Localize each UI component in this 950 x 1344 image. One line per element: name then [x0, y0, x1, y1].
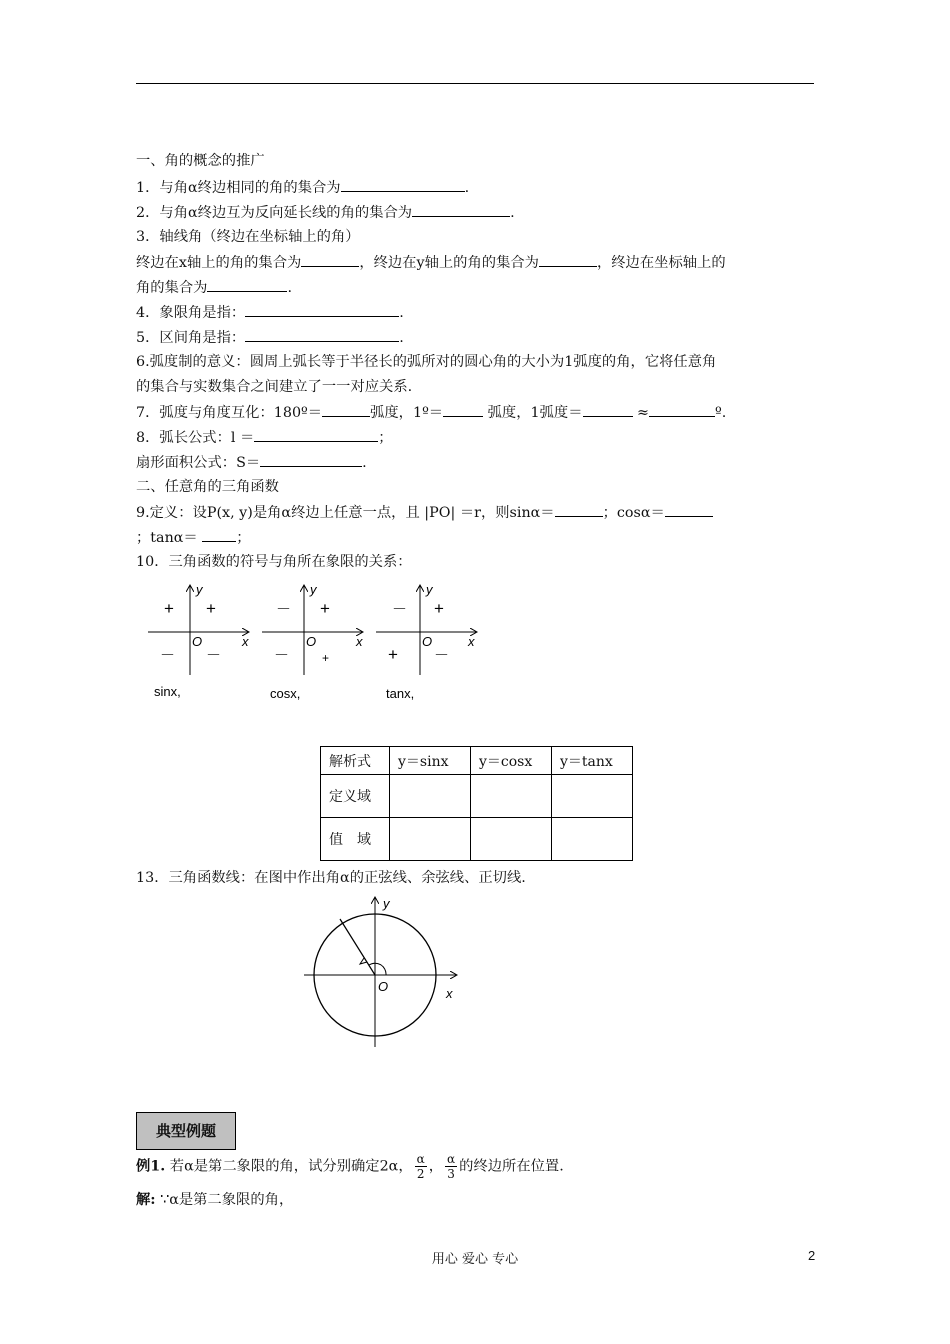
text: 扇形面积公式：S＝ — [136, 455, 261, 471]
item-10: 10．三角函数的符号与角所在象限的关系： — [136, 554, 412, 570]
diagram-cos — [262, 582, 363, 701]
unit-circle-diagram — [300, 892, 470, 1052]
item-1 — [136, 177, 469, 198]
item-6-line2: 的集合与实数集合之间建立了一一对应关系. — [136, 379, 413, 395]
item-8-line2 — [136, 452, 367, 473]
sign-q3: － — [274, 647, 290, 664]
blank — [539, 252, 597, 267]
table-row — [321, 775, 633, 818]
y-label: y — [196, 582, 203, 597]
table-header-row — [321, 747, 633, 775]
sign-q4: + — [322, 651, 330, 665]
item-3: 3．轴线角（终边在坐标轴上的角） — [136, 229, 360, 245]
text: 角的集合为 — [136, 280, 208, 296]
text: 终边在x轴上的角的集合为 — [136, 255, 302, 271]
origin-label: O — [378, 979, 389, 994]
text: 弧度，1º＝ — [370, 405, 444, 421]
text: º. — [715, 405, 727, 421]
sign-q2: － — [392, 601, 408, 618]
origin-label: O — [192, 634, 203, 649]
numerator: α — [416, 1152, 425, 1166]
text: 若α是第二象限的角，试分别确定2α， — [165, 1158, 413, 1175]
terminal-side — [340, 919, 375, 975]
text: ；tanα＝ — [136, 530, 203, 546]
blank — [254, 427, 378, 442]
page-number: 2 — [808, 1248, 816, 1263]
denominator: 2 — [416, 1167, 425, 1181]
table-cell: y＝tanx — [552, 747, 633, 775]
x-label: x — [468, 634, 475, 649]
item-2 — [136, 202, 515, 223]
table-cell — [471, 818, 552, 861]
text: . — [362, 455, 367, 471]
x-label: x — [242, 634, 249, 649]
table-cell: 值 域 — [321, 818, 390, 861]
header-rule — [136, 83, 814, 84]
diagram-label: sinx, — [154, 684, 181, 699]
sign-q1: + — [434, 599, 444, 618]
blank — [649, 402, 715, 417]
table-row — [321, 818, 633, 861]
item-1-text: 1．与角α终边相同的角的集合为 — [136, 180, 341, 196]
text: 5．区间角是指： — [136, 330, 246, 346]
diagram-tan — [376, 582, 476, 701]
example-1 — [136, 1152, 564, 1181]
table-cell — [390, 818, 471, 861]
solution-label: 解: — [136, 1192, 156, 1208]
section1-heading: 一、角的概念的推广 — [136, 153, 265, 169]
sign-q1: + — [206, 599, 216, 618]
y-label: y — [426, 582, 433, 597]
sign-q3: － — [160, 647, 176, 664]
text: ； — [378, 430, 393, 446]
table-cell: y＝sinx — [390, 747, 471, 775]
typical-examples-box: 典型例题 — [136, 1112, 236, 1150]
item-7 — [136, 402, 726, 423]
text: ，终边在y轴上的角的集合为 — [359, 255, 539, 271]
blank — [341, 177, 465, 192]
table-cell: 解析式 — [321, 747, 390, 775]
diagram-sin — [148, 582, 249, 699]
blank — [245, 327, 399, 342]
blank — [443, 402, 483, 417]
x-label: x — [446, 986, 453, 1001]
table-cell — [390, 775, 471, 818]
blank — [665, 502, 713, 517]
table-cell: y＝cosx — [471, 747, 552, 775]
item-8 — [136, 427, 393, 448]
text: ∵α是第二象限的角， — [155, 1192, 294, 1208]
item-4 — [136, 302, 404, 323]
blank — [322, 402, 370, 417]
text: ，终边在坐标轴上的 — [596, 255, 726, 271]
sign-q4: － — [434, 647, 450, 664]
numerator: α — [447, 1152, 456, 1166]
sign-q2: － — [276, 601, 292, 618]
blank — [412, 202, 510, 217]
function-table — [320, 746, 633, 861]
x-label: x — [356, 634, 363, 649]
blank — [555, 502, 603, 517]
fraction-alpha-2 — [415, 1152, 427, 1181]
text: ≈ — [632, 405, 650, 421]
blank — [301, 252, 359, 267]
text: 7．弧度与角度互化：180º＝ — [136, 405, 323, 421]
blank — [207, 277, 287, 292]
sign-q3: + — [388, 645, 398, 664]
text: 9.定义：设P(x, y)是角α终边上任意一点，且 |PO| ＝r，则sinα＝ — [136, 505, 555, 521]
solution — [136, 1190, 293, 1210]
item-2-text: 2．与角α终边互为反向延长线的角的集合为 — [136, 205, 413, 221]
item-6: 6.弧度制的意义：圆周上弧长等于半径长的弧所对的圆心角的大小为1弧度的角，它将任意角 — [136, 354, 717, 370]
origin-label: O — [306, 634, 317, 649]
table-cell: 定义域 — [321, 775, 390, 818]
text: ； — [236, 530, 251, 546]
text: 8．弧长公式：l ＝ — [136, 430, 255, 446]
item-1-end: . — [464, 180, 470, 196]
y-label: y — [383, 896, 390, 911]
text: 弧度，1弧度＝ — [483, 405, 583, 421]
text: 的终边所在位置. — [459, 1158, 564, 1175]
fraction-alpha-3 — [445, 1152, 457, 1181]
sign-q2: + — [164, 599, 174, 618]
item-3-line2 — [136, 252, 726, 273]
item-5 — [136, 327, 404, 348]
text: ， — [428, 1158, 444, 1175]
item-2-end: . — [510, 205, 515, 221]
table-cell — [471, 775, 552, 818]
section2-heading: 二、任意角的三角函数 — [136, 479, 279, 495]
quadrant-diagrams — [140, 580, 500, 710]
origin-label: O — [422, 634, 433, 649]
diagram-label: cosx, — [270, 686, 301, 701]
blank — [245, 302, 399, 317]
blank — [583, 402, 633, 417]
footer-text: 用心 爱心 专心 — [431, 1252, 519, 1267]
y-label: y — [310, 582, 317, 597]
item-13: 13．三角函数线：在图中作出角α的正弦线、余弦线、正切线. — [136, 870, 526, 886]
text: ；cosα＝ — [602, 505, 665, 521]
diagram-label: tanx, — [386, 686, 415, 701]
item-9 — [136, 502, 713, 523]
table-cell — [552, 818, 633, 861]
text: . — [287, 280, 293, 296]
item-3-line3 — [136, 277, 292, 298]
text: 4．象限角是指： — [136, 305, 246, 321]
blank — [202, 527, 236, 542]
table-cell — [552, 775, 633, 818]
item-9-line2 — [136, 527, 251, 548]
denominator: 3 — [447, 1167, 455, 1181]
sign-q4: － — [206, 647, 222, 664]
sign-q1: + — [320, 599, 330, 618]
text: . — [399, 330, 404, 346]
blank — [260, 452, 362, 467]
example-label: 例1. — [136, 1158, 166, 1175]
text: . — [399, 305, 404, 321]
